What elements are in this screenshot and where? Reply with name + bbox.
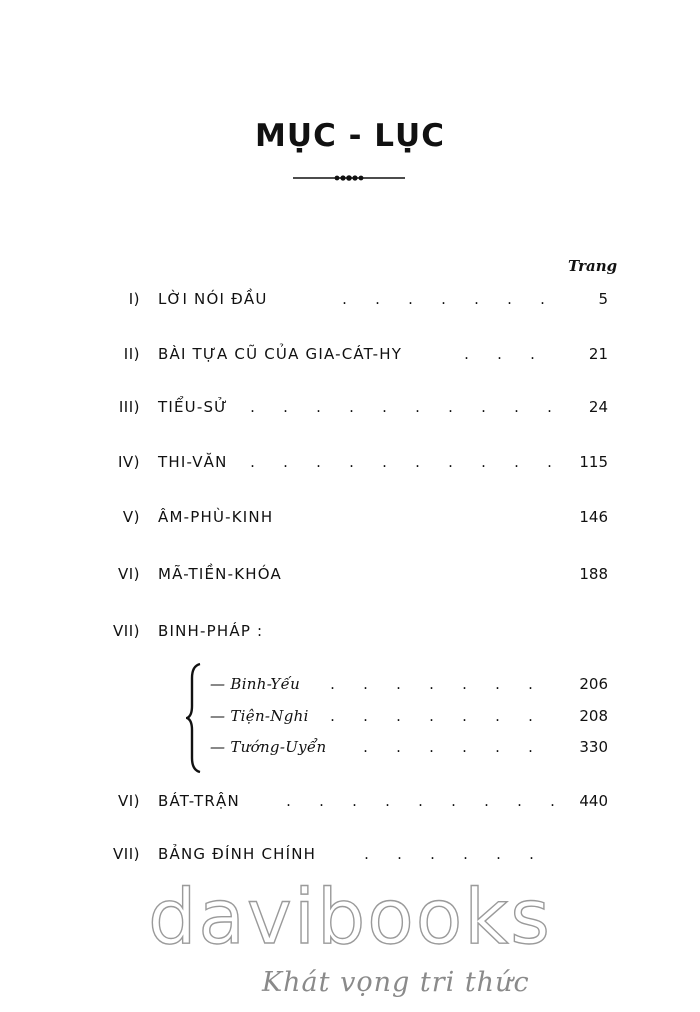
entry-number: III): [118, 398, 140, 416]
sub-entry-page: 206: [579, 675, 608, 693]
dot-leader: . . . . . . .: [342, 290, 545, 308]
dot-leader: . . . . . . . . .: [286, 792, 555, 810]
entry-page: 188: [579, 565, 608, 583]
sub-entry-title: — Binh-Yếu: [210, 675, 301, 693]
entry-number: IV): [117, 453, 140, 471]
toc-entry: [0, 290, 700, 318]
entry-title: LỜI NÓI ĐẦU: [158, 290, 268, 308]
sub-entry-page: 208: [579, 707, 608, 725]
entry-title: BINH-PHÁP :: [158, 622, 264, 640]
entry-number: VI): [117, 792, 140, 810]
entry-number: VII): [113, 622, 140, 640]
toc-entry: [0, 453, 700, 481]
entry-page: 24: [588, 398, 608, 416]
dot-leader: . . . . . . . . . .: [250, 398, 552, 416]
watermark-tagline: Khát vọng tri thức: [262, 967, 530, 998]
entry-page: 5: [598, 290, 608, 308]
entry-title: BÁT-TRẬN: [158, 792, 240, 810]
entry-page: 21: [588, 345, 608, 363]
entry-title: MÃ-TIỀN-KHÓA: [158, 565, 282, 583]
entry-number: V): [122, 508, 140, 526]
toc-entry: [0, 508, 700, 536]
entry-page: 440: [579, 792, 608, 810]
toc-entry: [0, 398, 700, 426]
toc-sub-entry: [0, 675, 700, 703]
entry-number: VII): [113, 845, 140, 863]
dot-leader: . . . . . . .: [330, 707, 533, 725]
entry-title: TIỂU-SỬ: [158, 398, 229, 416]
dot-leader: . . .: [464, 345, 535, 363]
sub-entry-title: — Tiện-Nghi: [210, 707, 309, 725]
toc-sub-entry: [0, 707, 700, 735]
toc-entry: [0, 345, 700, 373]
dot-leader: . . . . . .: [363, 738, 533, 756]
sub-entry-page: 330: [579, 738, 608, 756]
page-title: MỤC - LỤC: [255, 118, 445, 154]
toc-entry: [0, 792, 700, 820]
entry-page: 115: [579, 453, 608, 471]
entry-title: BẢNG ĐÍNH CHÍNH: [158, 845, 317, 863]
entry-page: 146: [579, 508, 608, 526]
entry-number: II): [123, 345, 140, 363]
toc-entry: [0, 565, 700, 593]
sub-entry-title: — Tướng-Uyển: [210, 738, 327, 756]
entry-title: THI-VĂN: [158, 453, 228, 471]
page-column-header: Trang: [568, 257, 618, 275]
dot-leader: . . . . . . .: [330, 675, 533, 693]
toc-entry: [0, 845, 700, 873]
entry-title: BÀI TỰA CŨ CỦA GIA-CÁT-HY: [158, 345, 403, 363]
entry-number: I): [128, 290, 140, 308]
dot-leader: . . . . . . . . . .: [250, 453, 552, 471]
entry-title: ÂM-PHÙ-KINH: [158, 508, 274, 526]
toc-sub-entry: [0, 738, 700, 766]
watermark-brand: davibooks: [148, 872, 552, 961]
dot-leader: . . . . . .: [364, 845, 534, 863]
toc-entry: [0, 622, 700, 650]
entry-number: VI): [117, 565, 140, 583]
title-ornament: [293, 172, 405, 184]
